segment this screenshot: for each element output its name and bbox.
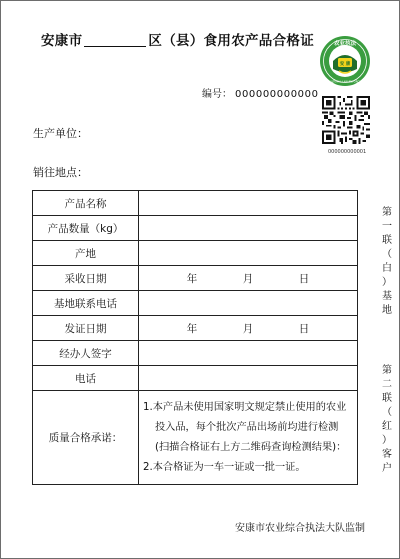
issue-date-label: 发证日期 [33,316,139,341]
table-row [33,366,358,391]
quantity-label: 产品数量（kg） [33,216,139,241]
issue-year: 年 [186,322,198,335]
table-row [33,316,358,341]
table-row [33,191,358,216]
side-char: 基 [382,291,392,302]
side-char: ） [382,435,392,446]
qr-code[interactable] [322,96,370,144]
promise-line-1: 1.本产品未使用国家明文规定禁止使用的农业 [143,401,347,413]
issue-month: 月 [242,322,254,335]
table-row [33,341,358,366]
signer-label: 经办人签字 [33,341,139,366]
harvest-day: 日 [298,272,310,285]
table-row [33,241,358,266]
sale-location-label: 销往地点： [33,166,88,179]
harvest-month: 月 [242,272,254,285]
quality-promise-label: 质量合格承诺： [33,391,139,485]
base-phone-label: 基地联系电话 [33,291,139,316]
serial-value: 000000000000 [235,89,319,100]
certificate-title [41,29,314,49]
signer-field[interactable] [139,341,358,366]
side-char: 户 [382,463,392,474]
certificate-table [32,190,358,485]
svg-text:AGRICULTURAL LAW ENFORCEMENT: AGRICULTURAL LAW ENFORCEMENT [321,80,369,84]
side-char: 客 [382,449,392,460]
side-char: 第 [382,365,392,376]
svg-text:农业执法: 农业执法 [333,41,357,47]
qr-number: 000000000001 [328,149,367,155]
side-char: 第 [382,207,392,218]
side-char: 一 [382,221,392,232]
table-row [33,391,358,485]
producer-label: 生产单位： [33,127,88,140]
copy-one-base-label [381,206,393,318]
side-char: （ [382,249,392,260]
origin-field[interactable] [139,241,358,266]
district-blank [84,33,146,47]
title-suffix: 区（县）食用农产品合格证 [148,33,315,49]
promise-line-3: (扫描合格证右上方二维码查询检测结果)： [155,441,347,453]
side-char: 联 [382,235,392,246]
product-name-field[interactable] [139,191,358,216]
side-char: 二 [382,379,392,390]
origin-label: 产地 [33,241,139,266]
harvest-date-label: 采收日期 [33,266,139,291]
promise-line-4: 2.本合格证为一车一证或一批一证。 [143,461,306,473]
product-name-label: 产品名称 [33,191,139,216]
copy-two-customer-label [381,364,393,476]
issue-date-field[interactable] [139,316,358,341]
side-char: ） [382,277,392,288]
title-prefix: 安康市 [41,33,83,49]
promise-line-2: 投入品，每个批次产品出场前均进行检测 [155,421,339,433]
table-row [33,216,358,241]
side-char: 地 [382,305,392,316]
table-row [33,266,358,291]
supervisor-footer: 安康市农业综合执法大队监制 [235,523,365,534]
quantity-field[interactable] [139,216,358,241]
harvest-year: 年 [186,272,198,285]
side-char: 红 [382,421,392,432]
svg-text:安 康: 安 康 [339,62,351,67]
serial-number [202,85,319,100]
quality-promise-content [139,391,358,485]
side-char: 联 [382,393,392,404]
phone-label: 电话 [33,366,139,391]
table-row [33,291,358,316]
base-phone-field[interactable] [139,291,358,316]
side-char: 白 [382,263,392,274]
side-char: （ [382,407,392,418]
agricultural-law-enforcement-logo [319,35,371,87]
phone-field[interactable] [139,366,358,391]
serial-label: 编号： [202,89,232,100]
issue-day: 日 [298,322,310,335]
harvest-date-field[interactable] [139,266,358,291]
